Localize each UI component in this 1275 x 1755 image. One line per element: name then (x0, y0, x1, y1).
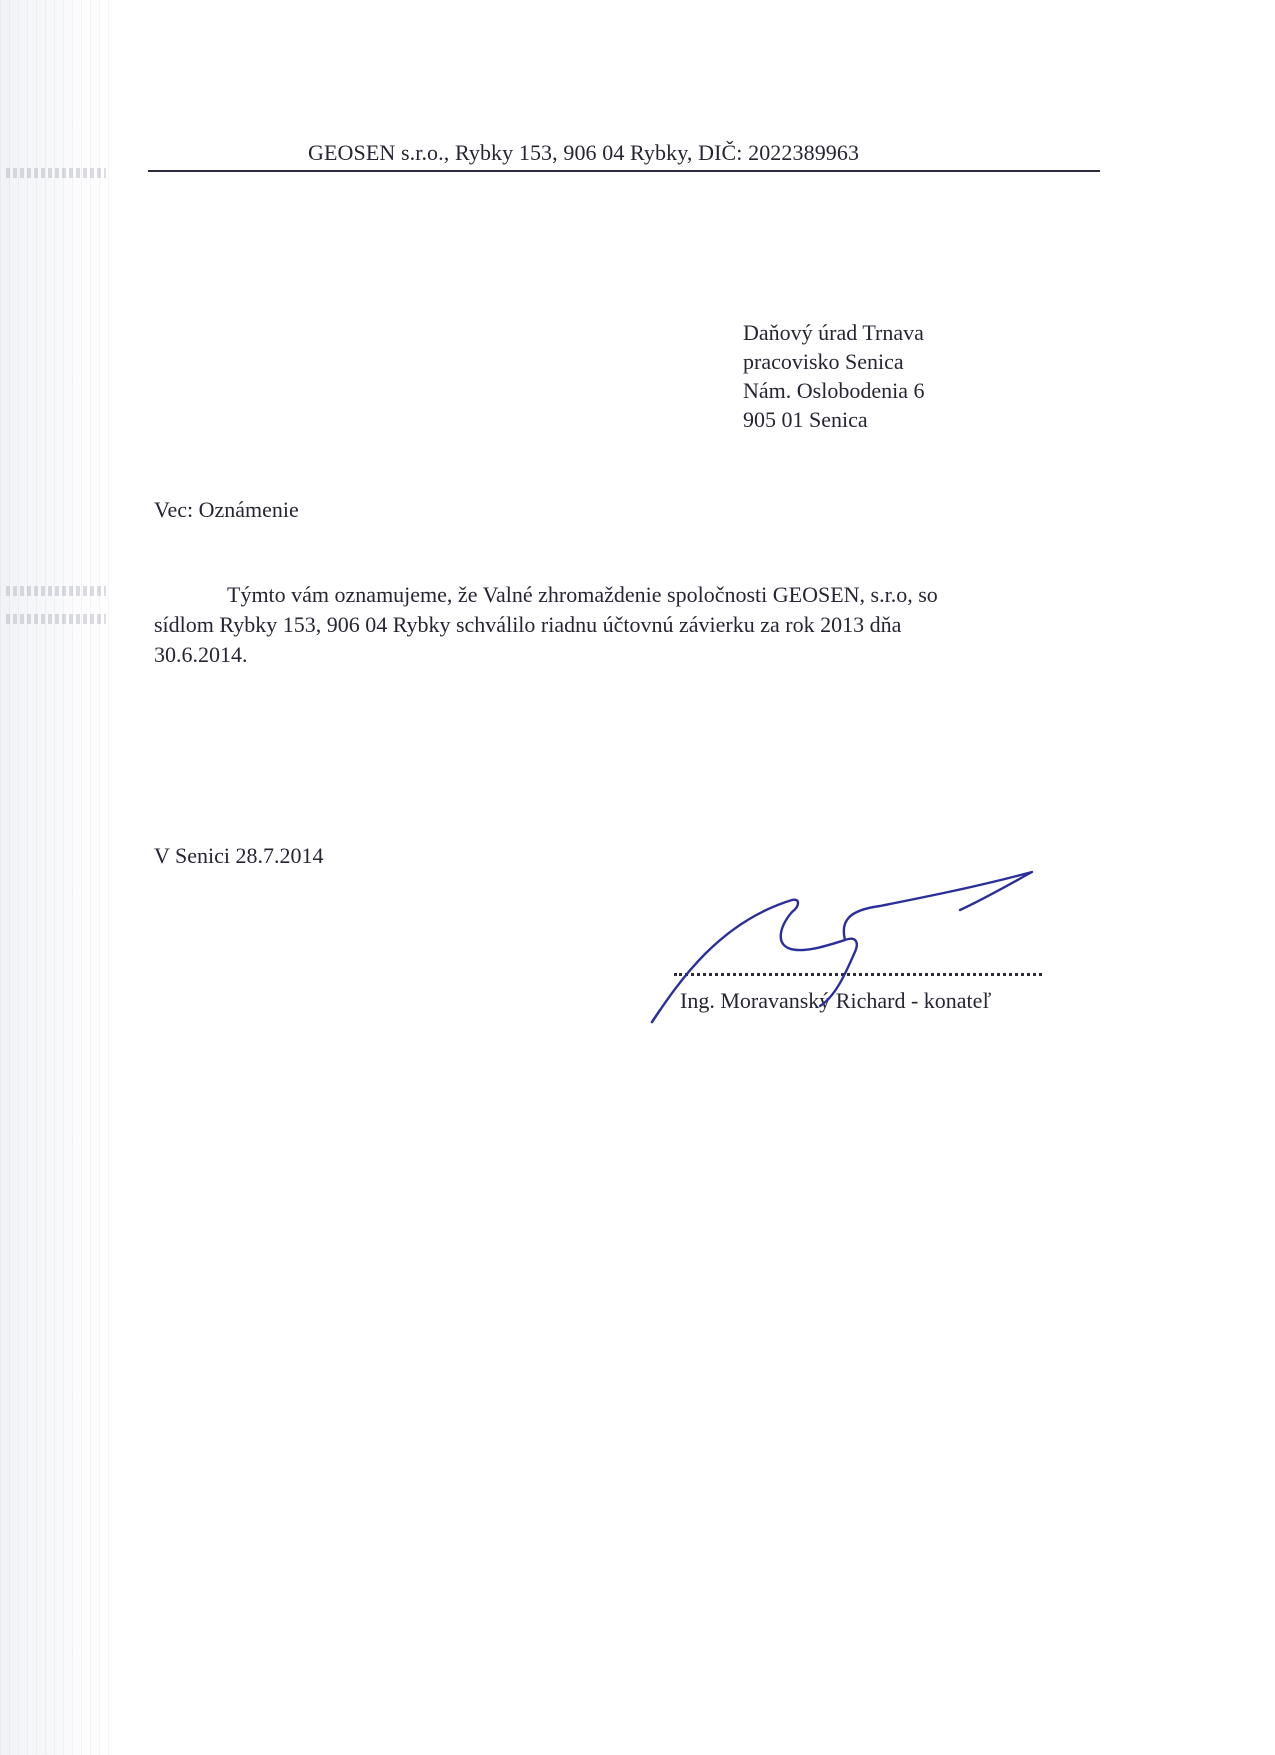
body-line: sídlom Rybky 153, 906 04 Rybky schválilo riadnu účtovnú závierku za rok 2013 dňa (154, 612, 902, 637)
subject-line: Vec: Oznámenie (154, 497, 299, 522)
place-date: V Senici 28.7.2014 (154, 843, 324, 868)
signature-stroke (844, 872, 1032, 940)
scan-mark (6, 586, 106, 596)
recipient-line: 905 01 Senica (743, 407, 868, 432)
scan-edge-artifact (0, 0, 110, 1755)
scan-mark (6, 614, 106, 624)
letter-body (154, 580, 1054, 670)
signature-strokes (652, 872, 1032, 1022)
body-line: 30.6.2014. (154, 642, 248, 667)
recipient-line: Daňový úrad Trnava (743, 320, 924, 345)
body-line: Týmto vám oznamujeme, že Valné zhromaždenie spoločnosti GEOSEN, s.r.o, so (227, 582, 938, 607)
handwritten-signature (640, 850, 1050, 1040)
signature-stroke (652, 900, 857, 1022)
recipient-line: Nám. Oslobodenia 6 (743, 378, 925, 403)
recipient-line: pracovisko Senica (743, 349, 904, 374)
signature-stroke (652, 1010, 660, 1022)
recipient-address (743, 318, 924, 434)
letterhead-rule (148, 170, 1100, 172)
letterhead: GEOSEN s.r.o., Rybky 153, 906 04 Rybky, DIČ: 2022389963 (308, 140, 860, 165)
scan-mark (6, 168, 106, 178)
signatory-name: Ing. Moravanský Richard - konateľ (680, 988, 992, 1013)
